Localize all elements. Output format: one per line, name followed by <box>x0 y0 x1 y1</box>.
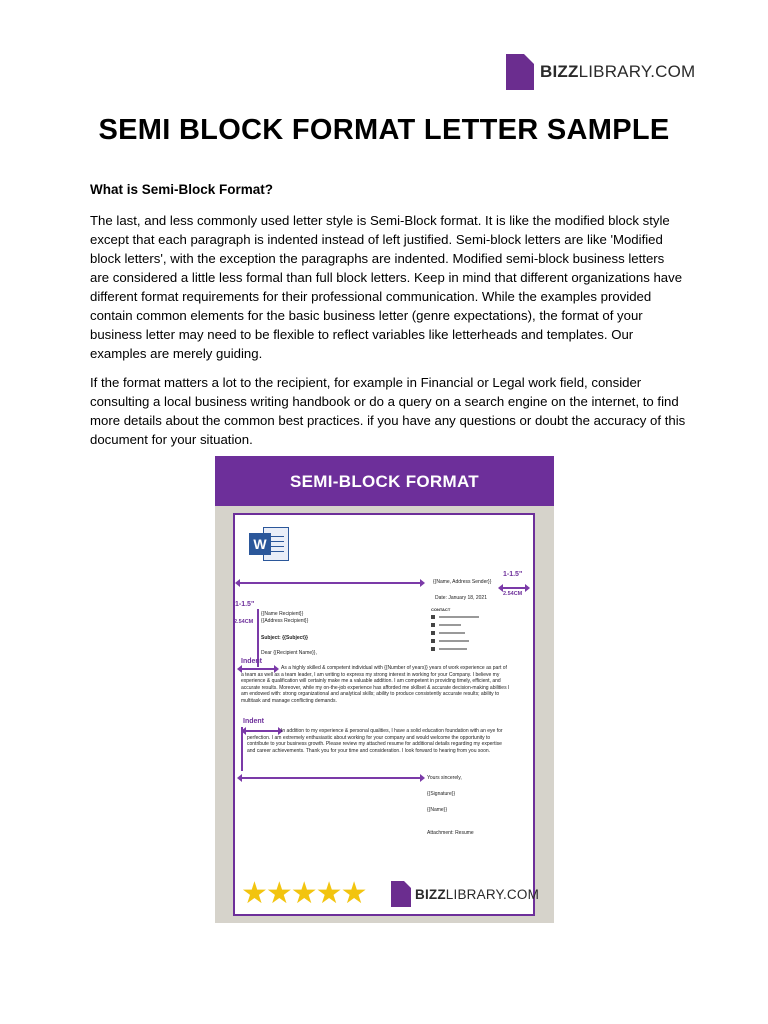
left-margin-label: 1-1.5" <box>235 601 255 608</box>
intro-paragraph: The last, and less commonly used letter style is Semi-Block format. It is like the modified block style except that each paragraph is indented instead of left justified. Semi-block letters are like 'Modified block letters', with the exception the paragraphs are indented. Modified semi-block business letters are considered a little less formal than full block letters. Keep in mind that different organizations have different format requirements for their professional communication. While the examples provided contain common elements for the basic business letter (genre expectations), the format of your business letter may need to be flexible to reflect variables like letterheads and templates. Our examples are merely guiding. <box>90 213 683 361</box>
section-question: What is Semi-Block Format? <box>90 182 274 197</box>
right-margin-label: 1-1.5" <box>503 571 523 578</box>
name-placeholder: {{Name}} <box>427 807 448 813</box>
letter-body-paragraph: As a highly skilled & competent individual with {{Number of years}} years of work experience as part of a team as well as a team leader, I am writing to express my strong interest in working for your Company. I believe my experience & qualification will certainly make me a valuable addition. I am competent in providing timely, efficient, and accurate results. Moreover, while my on-the-job experience has afforded me skillset & accurate decision-making abilities I am endowed with: strong organizational and analytical skills; ability to produce consistently accurate results; ability to multitask and manage conflicting demands. <box>241 665 510 704</box>
recipient-address: {{Address Recipient}} <box>261 618 309 624</box>
sender-placeholder: {{Name, Address Sender}} <box>433 579 492 585</box>
contact-heading: CONTACT <box>431 607 451 612</box>
letter-sheet <box>233 513 540 916</box>
letter-body-paragraph: In addition to my experience & personal qualities, I have a solid education foundation with an eye for perfection. I am extremely enthusiastic about working for your company and would welcome the opportunity to contribute to your business growth. Please review my attached resume for additional details regarding my expertise and career achievements. Thank you for your time and consideration. I look forward to hearing from you soon. <box>247 728 503 754</box>
word-document-icon: W <box>249 525 289 563</box>
bizzlibrary-logo-icon <box>506 54 534 90</box>
brand-logo <box>391 881 539 907</box>
recipient-name: {{Name Recipient}} <box>261 611 304 617</box>
left-margin-cm: 2.54CM <box>234 619 254 625</box>
contact-row <box>431 631 465 635</box>
brand-logo <box>506 54 695 90</box>
letter-salutation: Dear {{Recipient Name}}, <box>261 650 317 656</box>
contact-row <box>431 615 479 619</box>
letter-subject: Subject: {{Subject}} <box>261 635 308 641</box>
right-margin-arrow <box>500 587 528 589</box>
bizzlibrary-logo-icon <box>391 881 411 907</box>
attachment-line: Attachment: Resume <box>427 830 474 836</box>
contact-row <box>431 623 461 627</box>
brand-name: BIZZLIBRARY.COM <box>540 62 696 81</box>
right-margin-cm: 2.54CM <box>503 591 523 597</box>
letter-date: Date: January 18, 2021 <box>435 595 487 601</box>
closing-indent-arrow <box>239 777 423 779</box>
indent-label: Indent <box>243 718 264 725</box>
brand-name: BIZZLIBRARY.COM <box>415 886 540 902</box>
sender-indent-arrow <box>237 582 423 584</box>
letter-closing: Yours sincerely, <box>427 775 462 781</box>
page-title: SEMI BLOCK FORMAT LETTER SAMPLE <box>98 114 670 146</box>
signature-placeholder: {{Signature}} <box>427 791 456 797</box>
contact-row <box>431 647 467 651</box>
illustration-header: SEMI-BLOCK FORMAT <box>215 456 554 506</box>
advice-paragraph: If the format matters a lot to the recipient, for example in Financial or Legal work field, consider consulting a local business writing handbook or do a query on a search engine on the internet, to find more details about the common best practices. if you have any questions or doubt the accuracy of this document for your situation. <box>90 375 686 447</box>
contact-row <box>431 639 469 643</box>
indent-label: Indent <box>241 658 262 665</box>
semi-block-format-illustration <box>215 456 554 923</box>
star-rating: ★★★★★ <box>241 877 366 910</box>
